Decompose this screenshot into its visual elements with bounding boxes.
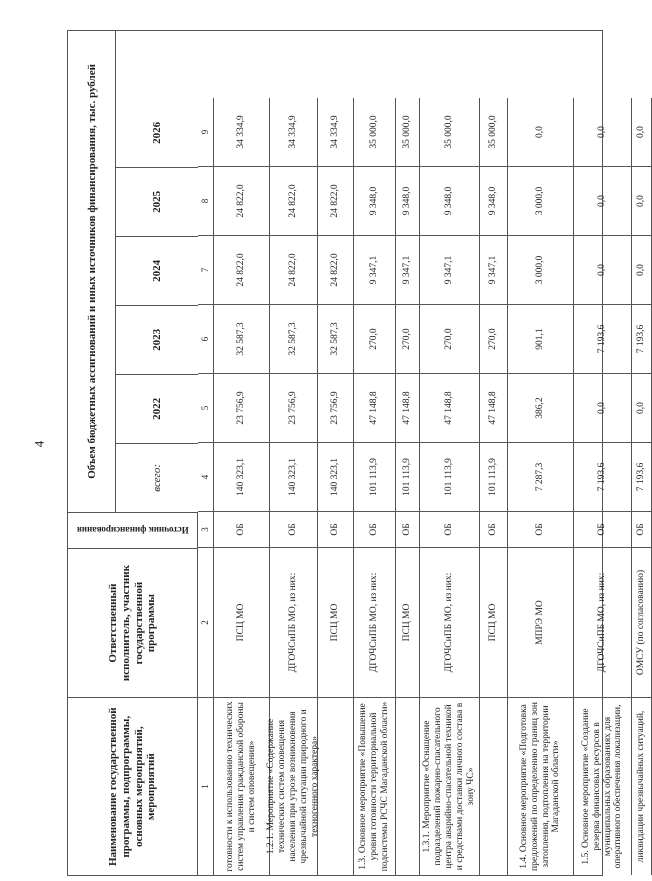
program-name-cell <box>396 697 420 875</box>
value-cell: 0,0 <box>632 235 652 304</box>
value-cell: 901,1 <box>508 304 574 373</box>
col-number: 7 <box>198 235 214 304</box>
value-cell: 32 587,3 <box>270 304 318 373</box>
header-year-2026: 2026 <box>150 121 163 144</box>
value-cell: 101 113,9 <box>354 442 396 511</box>
col-number: 4 <box>198 442 214 511</box>
header-financing-group <box>68 31 198 512</box>
value-cell: 270,0 <box>354 304 396 373</box>
value-cell: 35 000,0 <box>354 98 396 166</box>
table-row <box>266 31 320 875</box>
program-name-cell <box>318 697 354 875</box>
value-cell: 3 000,0 <box>508 166 574 235</box>
value-cell: 9 347,1 <box>354 235 396 304</box>
value-cell: 35 000,0 <box>480 98 508 166</box>
value-cell: 47 148,8 <box>420 373 480 442</box>
value-cell: 0,0 <box>574 98 632 166</box>
value-cell: 0,0 <box>574 235 632 304</box>
program-name-cell: 1.4. Основное мероприятие «Подготовка предложений по определению границ зон затопления, подтопления на территории Магаданской области» <box>508 697 574 875</box>
value-cell: 34 334,9 <box>214 98 270 166</box>
col-number: 6 <box>198 304 214 373</box>
table-row <box>214 31 270 875</box>
program-name-cell <box>480 697 508 875</box>
value-cell: 386,2 <box>508 373 574 442</box>
financing-table <box>67 30 647 876</box>
value-cell: 23 756,9 <box>214 373 270 442</box>
table-wrapper <box>67 30 647 876</box>
value-cell: 3 000,0 <box>508 235 574 304</box>
source-cell: ОБ <box>270 511 318 547</box>
col-number: 9 <box>198 98 214 166</box>
value-cell: 0,0 <box>632 166 652 235</box>
table-row <box>318 31 354 875</box>
page-number: 4 <box>31 440 47 448</box>
source-cell: ОБ <box>420 511 480 547</box>
table-row <box>632 31 652 875</box>
executor-cell: МПРЭ МО <box>508 547 574 697</box>
table-row <box>574 31 632 875</box>
value-cell: 34 334,9 <box>318 98 354 166</box>
value-cell: 0,0 <box>574 373 632 442</box>
value-cell: 9 348,0 <box>420 166 480 235</box>
executor-cell: ДГОЧСиПБ МО, из них: <box>270 547 318 697</box>
source-cell: ОБ <box>632 511 652 547</box>
executor-cell: ДГОЧСиПБ МО, из них: <box>420 547 480 697</box>
header-financing-title: Объем бюджетных ассигнований и иных источников финансирования, тыс. рублей <box>68 31 116 512</box>
header-source: Источник финансирования <box>68 512 198 548</box>
table-row <box>396 31 420 875</box>
value-cell: 47 148,8 <box>396 373 420 442</box>
col-number: 3 <box>198 511 214 547</box>
executor-cell: ДГОЧСиПБ МО, из них: <box>574 547 632 697</box>
col-number: 8 <box>198 166 214 235</box>
value-cell: 0,0 <box>508 98 574 166</box>
value-cell: 9 347,1 <box>396 235 420 304</box>
executor-cell: ОМСУ (по согласованию) <box>632 547 652 697</box>
col-number: 1 <box>198 697 214 875</box>
table-body <box>214 31 652 875</box>
program-name-cell: 1.3. Основное мероприятие «Повышение уровня готовности территориальной подсистемы РСЧС Магаданской области» <box>354 697 396 875</box>
value-cell: 101 113,9 <box>396 442 420 511</box>
value-cell: 9 348,0 <box>396 166 420 235</box>
table-row <box>420 31 480 875</box>
value-cell: 47 148,8 <box>480 373 508 442</box>
header-years <box>116 31 198 512</box>
source-cell: ОБ <box>574 511 632 547</box>
source-cell: ОБ <box>396 511 420 547</box>
program-name-cell: 1.3.1. Мероприятие «Оснащение подразделений пожарно-спасательного центра аварийно-спасательной техникой и средствами доставки личного состава в зону ЧС» <box>420 697 480 875</box>
value-cell: 7 193,6 <box>574 304 632 373</box>
source-cell: ОБ <box>508 511 574 547</box>
value-cell: 23 756,9 <box>270 373 318 442</box>
executor-cell: ПСЦ МО <box>396 547 420 697</box>
program-name-cell: 1.5. Основное мероприятие «Создание резерва финансовых ресурсов в муниципальных образованиях для оперативного обеспечения локализации, <box>574 697 632 875</box>
value-cell: 270,0 <box>420 304 480 373</box>
value-cell: 0,0 <box>632 98 652 166</box>
source-cell: ОБ <box>214 511 270 547</box>
value-cell: 9 348,0 <box>480 166 508 235</box>
header-executor: Ответственный исполнитель, участник государственной программы <box>68 548 198 698</box>
value-cell: 270,0 <box>396 304 420 373</box>
col-number: 5 <box>198 373 214 442</box>
header-year-total: всего: <box>116 443 198 512</box>
column-numbers-row <box>198 31 214 875</box>
executor-cell: ПСЦ МО <box>214 547 270 697</box>
executor-cell: ПСЦ МО <box>318 547 354 697</box>
value-cell: 140 323,1 <box>318 442 354 511</box>
value-cell: 32 587,3 <box>318 304 354 373</box>
value-cell: 24 822,0 <box>214 235 270 304</box>
value-cell: 7 287,3 <box>508 442 574 511</box>
value-cell: 0,0 <box>574 166 632 235</box>
value-cell: 24 822,0 <box>270 235 318 304</box>
value-cell: 47 148,8 <box>354 373 396 442</box>
header-year-2022: 2022 <box>116 374 198 443</box>
value-cell: 0,0 <box>632 373 652 442</box>
value-cell: 9 348,0 <box>354 166 396 235</box>
value-cell: 24 822,0 <box>270 166 318 235</box>
value-cell: 140 323,1 <box>214 442 270 511</box>
source-cell: ОБ <box>480 511 508 547</box>
value-cell: 101 113,9 <box>480 442 508 511</box>
program-name-cell: 1.2.1. Мероприятие «Содержание технических систем оповещения населения при угрозе возникновения чрезвычайной ситуации природного и техногенного характера» <box>270 697 318 875</box>
value-cell: 270,0 <box>480 304 508 373</box>
value-cell: 32 587,3 <box>214 304 270 373</box>
table-row <box>480 31 508 875</box>
executor-cell: ПСЦ МО <box>480 547 508 697</box>
value-cell: 7 193,6 <box>574 442 632 511</box>
header-year-2023: 2023 <box>116 305 198 374</box>
header-program-name: Наименование государственной программы, подпрограммы, основных мероприятий, мероприятий <box>68 697 198 875</box>
source-cell: ОБ <box>354 511 396 547</box>
value-cell: 7 193,6 <box>632 442 652 511</box>
value-cell: 9 347,1 <box>420 235 480 304</box>
table-row <box>508 31 574 875</box>
header-year-2025: 2025 <box>116 167 198 236</box>
value-cell: 24 822,0 <box>318 235 354 304</box>
value-cell: 35 000,0 <box>396 98 420 166</box>
table-header <box>68 31 198 875</box>
value-cell: 34 334,9 <box>270 98 318 166</box>
program-name-cell: готовности к использованию технических систем управления гражданской обороны и систем оповещения» <box>214 697 270 875</box>
value-cell: 24 822,0 <box>214 166 270 235</box>
source-cell: ОБ <box>318 511 354 547</box>
value-cell: 35 000,0 <box>420 98 480 166</box>
col-number: 2 <box>198 547 214 697</box>
value-cell: 140 323,1 <box>270 442 318 511</box>
value-cell: 7 193,6 <box>632 304 652 373</box>
header-year-2024: 2024 <box>116 236 198 305</box>
value-cell: 101 113,9 <box>420 442 480 511</box>
program-name-cell: ликвидации чрезвычайных ситуаций, <box>632 697 652 875</box>
table-row <box>354 31 396 875</box>
executor-cell: ДГОЧСиПБ МО, из них: <box>354 547 396 697</box>
value-cell: 24 822,0 <box>318 166 354 235</box>
value-cell: 9 347,1 <box>480 235 508 304</box>
value-cell: 23 756,9 <box>318 373 354 442</box>
